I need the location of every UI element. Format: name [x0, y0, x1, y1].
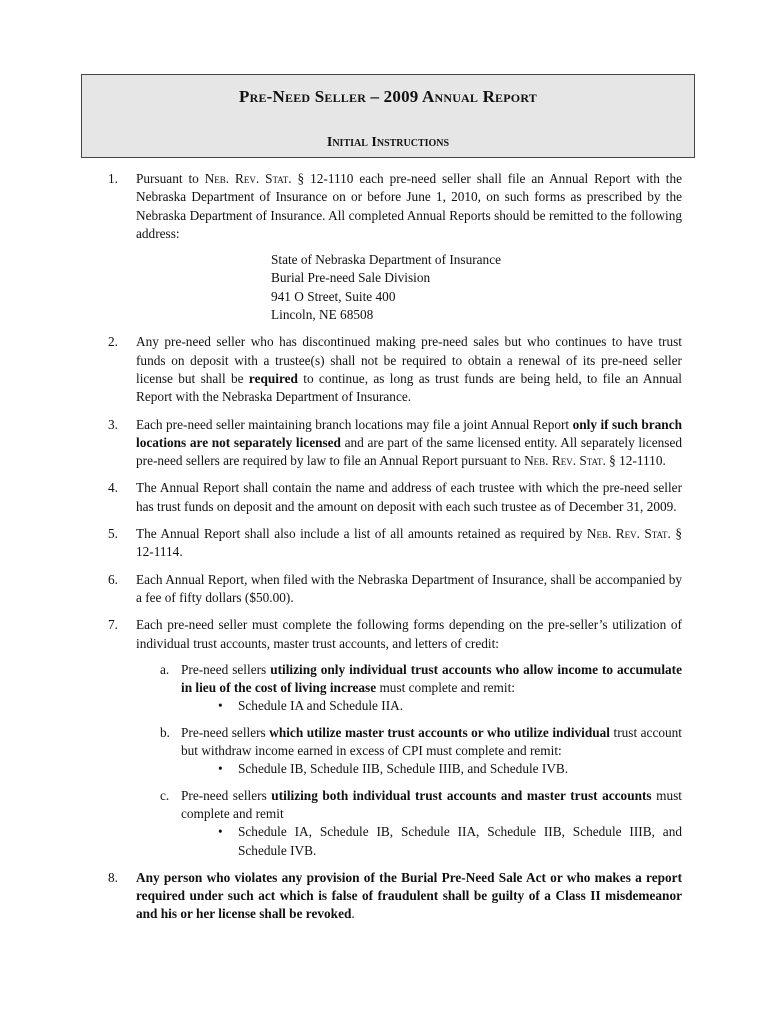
bullet-icon: • — [218, 698, 223, 714]
item-text: . — [351, 906, 355, 922]
item-text: must complete and remit: — [376, 680, 515, 696]
sub-item-letter: b. — [160, 724, 170, 740]
item-emphasis: only if such branch locations are not separately licensed — [136, 416, 682, 450]
schedule-list: Schedule IA, Schedule IB, Schedule IIA, Schedule IIB, Schedule IIIB, and Schedule IVB. — [238, 824, 682, 858]
instruction-item-5 — [108, 525, 682, 562]
statute-citation: Neb. Rev. Stat. — [524, 453, 606, 469]
sub-item-letter: c. — [160, 787, 170, 803]
item-number: 5. — [108, 526, 118, 542]
instruction-item-2 — [108, 333, 682, 406]
item-number: 2. — [108, 334, 118, 350]
item-text: Pursuant to — [136, 171, 205, 186]
address-line: Lincoln, NE 68508 — [271, 307, 374, 323]
instruction-item-6 — [108, 571, 682, 608]
sub-item-c — [136, 787, 682, 860]
item-number: 7. — [108, 617, 118, 633]
instruction-item-3 — [108, 416, 682, 471]
item-text: § 12-1114. — [136, 526, 682, 560]
sub-item-letter: a. — [160, 661, 170, 677]
report-header-box — [81, 74, 695, 158]
instruction-item-1 — [108, 170, 682, 324]
item-emphasis: utilizing only individual trust accounts who allow income to accumulate in lieu of the cost of living increase — [181, 661, 682, 696]
item-emphasis: which utilize master trust accounts or who utilize individual — [269, 724, 610, 740]
statute-citation: Neb. Rev. Stat. — [204, 171, 292, 186]
item-text: Each pre-need seller must complete the following forms depending on the pre-seller’s utilization of individual trust accounts, master trust accounts, and letters of credit: — [136, 617, 682, 651]
statute-citation: Neb. Rev. Stat. — [586, 526, 671, 542]
item-text: trust account but withdraw income earned in excess of CPI must complete and remit: — [181, 724, 682, 759]
schedule-bullet — [181, 823, 682, 860]
item-text: Each pre-need seller maintaining branch locations may file a joint Annual Report — [136, 416, 573, 432]
item-text: must complete and remit — [181, 787, 683, 821]
item-emphasis: Any person who violates any provision of the Burial Pre-Need Sale Act or who makes a report required under such act which is false of fraudulent shall be guilty of a Class II misdemeanor and his or her license shall be revoked — [136, 869, 682, 922]
instruction-item-7 — [108, 616, 682, 860]
instruction-item-8 — [108, 869, 682, 924]
schedule-bullet — [181, 760, 682, 778]
mailing-address — [136, 251, 682, 324]
sub-item-a — [136, 661, 682, 716]
item-text: The Annual Report shall also include a list of all amounts retained as required by — [136, 526, 587, 542]
bullet-icon: • — [218, 824, 223, 840]
item-text: and are part of the same licensed entity. All separately licensed pre-need sellers are required by law to file an Annual Report pursuant to — [136, 434, 682, 469]
item-number: 3. — [108, 416, 118, 432]
item-emphasis: utilizing both individual trust accounts and master trust accounts — [271, 787, 652, 803]
report-subtitle: Initial Instructions — [326, 135, 450, 150]
address-line: 941 O Street, Suite 400 — [271, 288, 396, 304]
item-number: 1. — [108, 171, 118, 186]
instruction-item-4 — [108, 479, 682, 516]
report-title: Pre-Need Seller – 2009 Annual Report — [239, 87, 537, 106]
item-text: Pre-need sellers — [181, 787, 272, 803]
address-line: Burial Pre-need Sale Division — [271, 270, 431, 286]
item-text: § 12-1110. — [605, 453, 666, 469]
item-text: Each Annual Report, when filed with the Nebraska Department of Insurance, shall be accompanied by a fee of fifty dollars ($50.00). — [136, 571, 682, 605]
item-text: to continue, as long as trust funds are being held, to file an Annual Report with the Nebraska Department of Insurance. — [136, 370, 683, 405]
item-text: § 12-1110 each pre-need seller shall file an Annual Report with the Nebraska Department of Insurance on or before June 1, 2010, on such forms as prescribed by the Nebraska Department of Insurance. All completed Annual Reports should be remitted to the following address: — [136, 171, 683, 241]
item-number: 8. — [108, 869, 118, 885]
item-text: Pre-need sellers — [181, 724, 270, 740]
item-emphasis: required — [248, 370, 298, 386]
schedule-list: Schedule IA and Schedule IIA. — [238, 698, 404, 714]
instructions-list — [108, 170, 682, 933]
schedule-list: Schedule IB, Schedule IIB, Schedule IIIB, and Schedule IVB. — [238, 761, 569, 777]
sub-item-b — [136, 724, 682, 779]
item-text: The Annual Report shall contain the name and address of each trustee with which the pre-need seller has trust funds on deposit and the amount on deposit with each such trustee as of December 31, 2009. — [136, 480, 682, 514]
item-number: 6. — [108, 571, 118, 587]
item-text: Any pre-need seller who has discontinued making pre-need sales but who continues to have trust funds on deposit with a trustee(s) shall not be required to obtain a renewal of its pre-need seller license but shall be — [136, 334, 682, 386]
bullet-icon: • — [218, 761, 223, 777]
item-number: 4. — [108, 480, 118, 496]
item-text: Pre-need sellers — [181, 661, 271, 677]
schedule-bullet — [181, 697, 682, 715]
address-line: State of Nebraska Department of Insurance — [271, 252, 502, 268]
